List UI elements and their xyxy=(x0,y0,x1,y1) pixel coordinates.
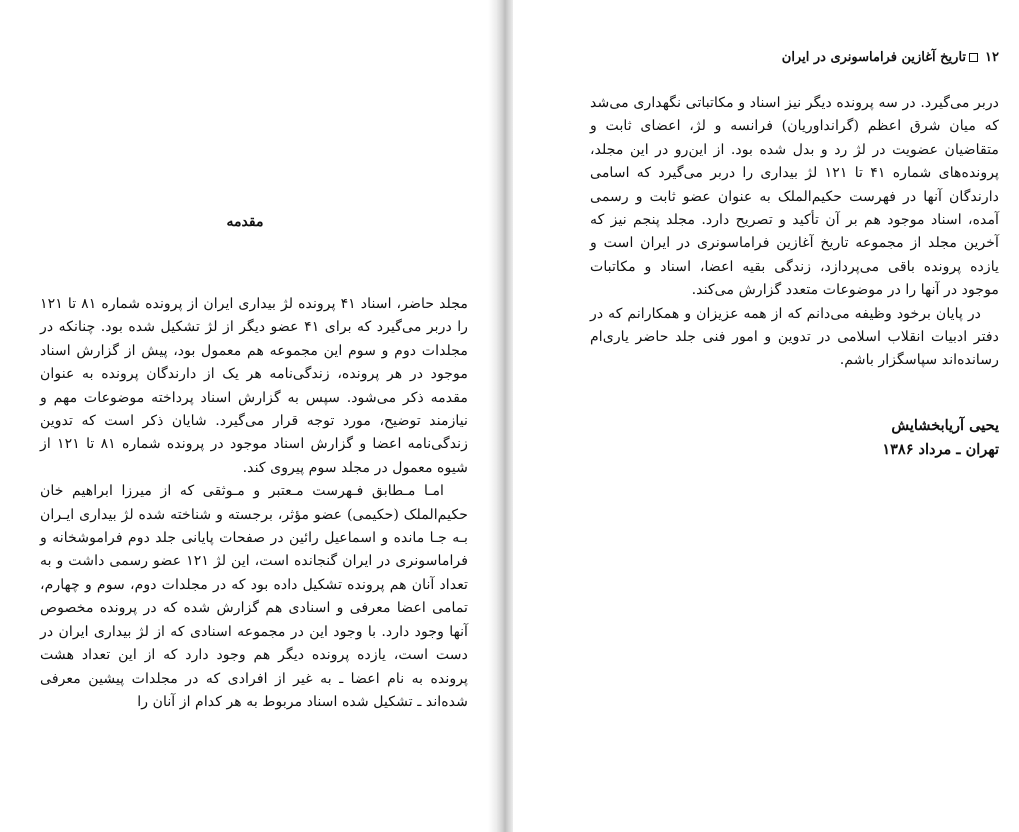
running-title: تاریخ آغازین فراماسونری در ایران xyxy=(781,50,967,65)
page-number: ۱۲ xyxy=(985,50,999,65)
signature-name: یحیی آریابخشایش xyxy=(891,417,999,434)
paragraph: مجلد حاضر، اسناد ۴۱ پرونده لژ بیداری ایران از پرونده شماره ۸۱ تا ۱۲۱ را دربر می‌گیرد که برای ۴۱ عضو دیگر از لژ تشکیل شده بود. چنانکه در مجلدات دوم و سوم این مجموعه هم معمول بود، پیش از گزارش اسناد موجود در هر پرونده، زندگی‌نامه هر یک از دارندگان پرونده به عنوان مقدمه ذکر می‌شود. سپس به گزارش اسناد پرداخته موضوعات مهم و نیازمند توضیح، مورد توجه قرار می‌گیرد. شایان ذکر است که تدوین زندگی‌نامه اعضا و گزارش اسناد موجود در پرونده شماره ۸۱ تا ۱۲۱ از شیوه معمول در مجلد سوم پیروی کند. xyxy=(40,296,469,476)
signature-block xyxy=(713,414,999,462)
section-title: مقدمه xyxy=(226,214,264,230)
book-gutter xyxy=(497,0,513,832)
signature-place-date: تهران ـ مرداد ۱۳۸۶ xyxy=(882,441,999,458)
right-page xyxy=(513,0,1019,832)
page-edge-shadow xyxy=(488,0,497,832)
right-page-body xyxy=(590,92,999,373)
square-ornament-icon xyxy=(969,53,978,62)
paragraph: دربر می‌گیرد. در سه پرونده دیگر نیز اسناد و مکاتباتی نگهداری می‌شد که میان شرق اعظم (گراند‌اوریان) فرانسه و لژ، اعضای ثابت و متقاضیان عضویت در لژ رد و بدل شده بود. از این‌رو در این مجلد، پرونده‌های شماره ۴۱ تا ۱۲۱ لژ بیداری را دربر می‌گیرد که اسامی دارندگان آنها در فهرست حکیم‌الملک به عنوان عضو ثابت و رسمی آمده، اسناد موجود هم بر آن تأکید و تصریح دارد. مجلد پنجم نیز که آخرین مجلد از مجموعه تاریخ آغازین فراماسونری در ایران است و یازده پرونده باقی می‌پردازد، زندگی بقیه اعضا، اسناد و مکاتبات موجود در آنها را در موضوعات متعدد گزارش می‌کند. xyxy=(590,95,1000,299)
paragraph: در پایان برخود وظیفه می‌دانم که از همه عزیزان و همکارانم که در دفتر ادبیات انقلاب اسلامی در تدوین و امور فنی جلد حاضر یاری‌ام رسانده‌اند سپاسگزار باشم. xyxy=(590,305,999,369)
paragraph: امـا مـطابق فـهرست مـعتبر و مـوثقی که از میرزا ابراهیم خان حکیم‌الملک (حکیمی) عضو مؤثر، برجسته و شناخته شده لژ بیداری ایـران بـه جـا مانده و اسماعیل رائین در صفحات پایانی جلد دوم فراموشخانه و فراماسونری در ایران گنجانده است، این لژ ۱۲۱ عضو رسمی داشت و به تعداد آنان هم پرونده تشکیل داده بود که در مجلدات دوم، سوم و چهارم، تمامی اعضا معرفی و اسنادی هم گزارش شده که در پرونده مخصوص آنها وجود دارد. با وجود این در مجموعه اسنادی که از لژ بیداری ایران در دست است، یازده پرونده دیگر هم وجود دارد که از این تعداد هشت پرونده به نام اعضا ـ به غیر از افرادی که در مجلدات پیشین معرفی شده‌اند ـ تشکیل شده اسناد مربوط به هر کدام از آنان را xyxy=(40,483,468,710)
left-page-body xyxy=(40,293,468,714)
running-head xyxy=(781,50,999,65)
left-page xyxy=(0,0,497,832)
